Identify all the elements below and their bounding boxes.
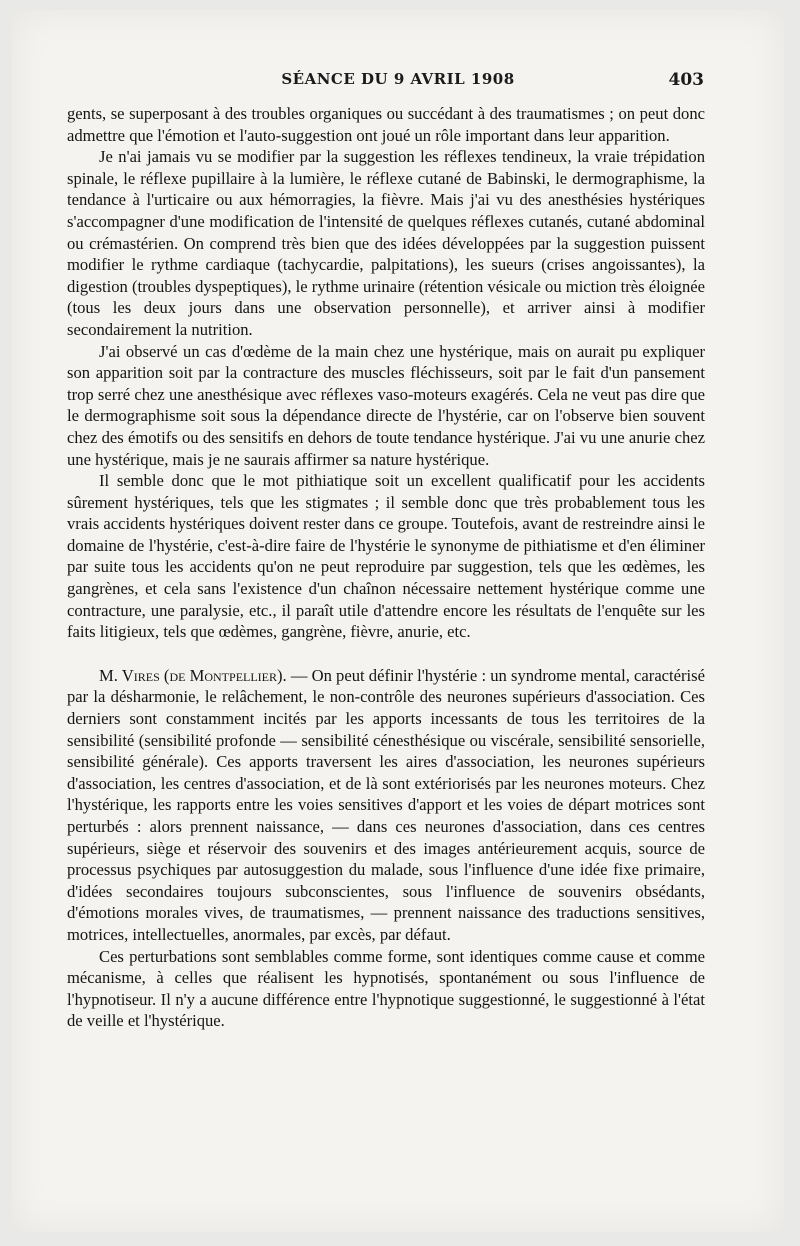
paragraph: Il semble donc que le mot pithiatique soit un excellent qualificatif pour les accidents sûrement hystériques, tels que les stigmates ; il semble donc que très probablement tous les vrais accidents hystériques doivent rester dans ce groupe. Toutefois, avant de restreindre ainsi le domaine de l'hystérie, c'est-à-dire faire de l'hystérie le synonyme de pithiatisme et d'en éliminer par suite tous les accidents qu'on ne peut reproduire par suggestion, tels que les œdèmes, les gangrènes, et cela sans l'existence d'un chaînon nécessaire nettement hystérique comme une contracture, une paralysie, etc., il paraît utile d'attendre encore les résultats de l'enquête sur les faits litigieux, tels que œdèmes, gangrène, fièvre, anurie, etc. [67, 471, 705, 642]
running-head: SÉANCE DU 9 AVRIL 1908 [281, 70, 515, 88]
section-gap [67, 643, 705, 665]
paragraph: Je n'ai jamais vu se modifier par la suggestion les réflexes tendineux, la vraie trépidation spinale, le réflexe pupillaire à la lumière, le réflexe cutané de Babinski, le dermographisme, la tendance à l'urticaire ou aux hémorragies, la fièvre. Mais j'ai vu des anesthésies hystériques s'accompagner d'une modification de l'intensité de quelques réflexes cutanés, cutané abdominal ou crémastérien. On comprend très bien que des idées développées par la suggestion puissent modifier le rythme cardiaque (tachycardie, palpitations), les sueurs (crises angoissantes), la digestion (troubles dyspeptiques), le rythme urinaire (rétention vésicale ou miction très éloignée (tous les deux jours dans une observation personnelle), et arriver ainsi à modifier secondairement la nutrition. [67, 147, 705, 339]
paragraph: Ces perturbations sont semblables comme forme, sont identiques comme cause et comme mécanisme, à celles que réalisent les hypnotisés, spontanément ou sous l'influence de l'hypnotiseur. Il n'y a aucune différence entre l'hypnotique suggestionné, le suggestionné à l'état de veille et l'hystérique. [67, 946, 705, 1031]
body-text [67, 103, 705, 1032]
paragraph: J'ai observé un cas d'œdème de la main chez une hystérique, mais on aurait pu expliquer son apparition soit par la contracture des muscles fléchisseurs, soit par le fait d'un pansement trop serré chez une anesthésique avec réflexes vaso-moteurs exagérés. Cela ne veut pas dire que le dermographisme soit sous la dépendance directe de l'hystérie, car on l'observe bien souvent chez des émotifs ou des sensitifs en dehors de toute tendance hystérique. J'ai vu une anurie chez une hystérique, mais je ne saurais affirmer sa nature hystérique. [67, 341, 705, 469]
speaker-name: M. Vires (de Montpellier). [99, 665, 287, 685]
paragraph: gents, se superposant à des troubles organiques ou succédant à des traumatismes ; on peut donc admettre que l'émotion et l'auto-suggestion ont joué un rôle important dans leur apparition. [67, 104, 705, 145]
page-header [12, 70, 784, 94]
page-number: 403 [668, 70, 704, 90]
paragraph-text: — On peut définir l'hystérie : un syndrome mental, caractérisé par la désharmonie, le relâchement, le non-contrôle des neurones supérieurs d'association. Ces derniers sont constamment incités par les apports incessants de tous les territoires de la sensibilité (sensibilité profonde — sensibilité cénesthésique ou viscérale, sensibilité sensorielle, sensibilité générale). Ces apports traversent les aires d'association, les neurones supérieurs d'association, les centres d'association, et de là sont extériorisés par les neurones moteurs. Chez l'hystérique, les rapports entre les voies sensitives d'apport et les voies de départ motrices sont perturbés : alors prennent naissance, — dans ces neurones d'association, dans ces centres supérieurs, siège et réservoir des souvenirs et des images antérieurement acquis, source de processus psychiques par autosuggestion du malade, sous l'influence d'une idée fixe primaire, d'idées secondaires toujours subconscientes, sous l'influence de souvenirs obsédants, d'émotions morales vives, de traumatismes, — prennent naissance des traductions sensitives, motrices, intellectuelles, anormales, par excès, par défaut. [67, 665, 705, 944]
scanned-page [12, 10, 784, 1232]
paragraph-vires [67, 665, 705, 946]
